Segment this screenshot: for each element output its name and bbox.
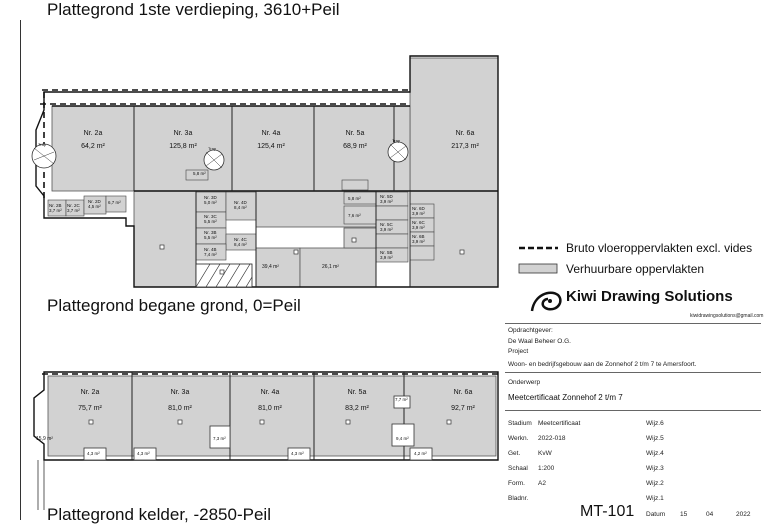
room-area: 8,4 m² [234, 205, 247, 210]
date-label: Datum [646, 511, 666, 518]
room-area: 3,9 m² [380, 255, 393, 260]
room-6c-label [412, 220, 425, 230]
area-label: 15,9 m² [36, 436, 53, 442]
unit-area: 125,4 m² [257, 143, 285, 150]
unit-name: Nr. 2a [83, 130, 103, 137]
unit-area: 92,7 m² [451, 405, 475, 412]
room-4b-label [204, 247, 217, 257]
unit-name: Nr. 6a [455, 130, 475, 137]
unit-area: 64,2 m² [81, 143, 105, 150]
room-name: Nr. 5C [380, 222, 393, 227]
tb-row-revision: Wijz.5 [646, 435, 664, 442]
date-month: 04 [706, 511, 714, 518]
area-label: 7,3 m² [213, 436, 226, 441]
unit-2a-label [68, 130, 118, 150]
tb-row-value: 1:200 [538, 465, 555, 472]
tb-row-revision: Wijz.3 [646, 465, 664, 472]
room-6b-label [412, 234, 425, 244]
tb-client: De Waal Beheer O.G. [508, 338, 571, 345]
room-area: 4,5 m² [88, 204, 101, 209]
room-area: 3,7 m² [67, 208, 80, 213]
unit-area: 217,3 m² [451, 143, 479, 150]
room-name: Nr. 2C [67, 203, 80, 208]
tb-row-value: KvW [538, 450, 552, 457]
area-label: 9,4 m² [396, 436, 409, 441]
unit-area: 68,9 m² [343, 143, 367, 150]
floor1-plan [0, 0, 520, 300]
tb-subject: Meetcertificaat Zonnehof 2 t/m 7 [508, 393, 623, 402]
tb-row-label: Get. [508, 450, 521, 457]
tb-row-revision: Wijz.1 [646, 495, 664, 502]
area-label: 4,2 m² [414, 451, 427, 456]
unit-name: Nr. 5a [345, 130, 365, 137]
ground-heading: Plattegrond begane grond, 0=Peil [47, 296, 301, 315]
area-label: 26,1 m² [322, 264, 339, 270]
room-5c-label [380, 222, 393, 232]
room-2c-label [67, 203, 80, 213]
tb-row-revision: Wijz.6 [646, 420, 664, 427]
area-label: 7,6 m² [348, 213, 361, 218]
unit-6a-fill [410, 58, 498, 191]
tb-row-revision: Wijz.4 [646, 450, 664, 457]
tb-row-revision: Wijz.2 [646, 480, 664, 487]
unit-3a-label [158, 130, 208, 150]
unit-area: 75,7 m² [78, 405, 102, 412]
room-name: Nr. 3D [204, 195, 217, 200]
room-area: 3,9 m² [380, 199, 393, 204]
tb-row-label: Form. [508, 480, 525, 487]
tb-row-value: A2 [538, 480, 546, 487]
unit-name: Nr. 3a [170, 389, 190, 396]
room-area: 3,7 m² [49, 208, 62, 213]
area-label: 4,3 m² [291, 451, 304, 456]
unit-name: Nr. 3a [173, 130, 193, 137]
unit-name: Nr. 6a [453, 389, 473, 396]
room-name: Nr. 4C [234, 237, 247, 242]
room-area: 3,9 m² [412, 239, 425, 244]
room-name: Nr. 4B [204, 247, 217, 252]
room-area: 3,9 m² [412, 211, 425, 216]
unit-area: 125,8 m² [169, 143, 197, 150]
unit-area: 81,0 m² [168, 405, 192, 412]
tb-row-label: Schaal [508, 465, 528, 472]
room-area: 5,5 m² [204, 235, 217, 240]
unit-name: Nr. 2a [80, 389, 100, 396]
room-name: Nr. 6C [412, 220, 425, 225]
area-label: 7,7 m² [395, 397, 408, 402]
room-area: 5,5 m² [204, 219, 217, 224]
basement-plan [0, 360, 520, 510]
room-2b-label [49, 203, 62, 213]
area-label: 5,8 m² [348, 196, 361, 201]
room-5d-label [380, 194, 393, 204]
area-label: 4,3 m² [87, 451, 100, 456]
stair-label: Trap [392, 138, 401, 143]
basement-unit-6a [438, 389, 488, 412]
brand-email: kiwidrawingsolutions@gmail.com [690, 313, 764, 319]
room-3b-label [204, 230, 217, 240]
area-label: 4,3 m² [137, 451, 150, 456]
tb-divider [505, 323, 761, 324]
area-label: 5,8 m² [193, 171, 206, 176]
room-name: Nr. 6B [412, 234, 425, 239]
sheet-number: MT-101 [580, 503, 635, 520]
tb-row-value: Meetcertificaat [538, 420, 581, 427]
tb-row-label: Bladnr. [508, 495, 529, 502]
room-area: 8,4 m² [234, 242, 247, 247]
tb-client-label: Opdrachtgever: [508, 327, 553, 334]
brand-name: Kiwi Drawing Solutions [566, 288, 733, 305]
legend-dashed-label: Bruto vloeroppervlakten excl. vides [566, 241, 753, 255]
room-3d-label [204, 195, 217, 205]
tb-row-label: Stadium [508, 420, 532, 427]
tb-subject-label: Onderwerp [508, 379, 541, 386]
tb-divider [505, 410, 761, 411]
basement-unit-2a [65, 389, 115, 412]
basement-unit-4a [245, 389, 295, 412]
area-label: 39,4 m² [262, 264, 279, 270]
room-4c-label [234, 237, 247, 247]
unit-4a-label [246, 130, 296, 150]
unit-5a-label [330, 130, 380, 150]
basement-unit-3a [155, 389, 205, 412]
area-label: 6,7 m² [108, 200, 121, 205]
unit-6a-label [440, 130, 490, 150]
room-name: Nr. 5B [380, 250, 393, 255]
stair-label: Trap [208, 146, 217, 151]
date-year: 2022 [736, 511, 751, 518]
basement-unit-5a [332, 389, 382, 412]
room-4d-label [234, 200, 247, 210]
room-name: Nr. 3B [204, 230, 217, 235]
unit-area: 81,0 m² [258, 405, 282, 412]
tb-row-value: 2022-018 [538, 435, 566, 442]
room-2d-label [88, 199, 101, 209]
unit-name: Nr. 4a [260, 389, 280, 396]
kiwi-logo-icon [528, 285, 564, 315]
room-area: 3,9 m² [412, 225, 425, 230]
legend-fill-label: Verhuurbare oppervlakten [566, 262, 705, 276]
room-area: 3,9 m² [380, 227, 393, 232]
basement-heading: Plattegrond kelder, -2850-Peil [47, 505, 271, 524]
tb-row-label: Werkn. [508, 435, 529, 442]
stair-label: Trap [38, 142, 47, 147]
room-name: Nr. 4D [234, 200, 247, 205]
room-name: Nr. 5D [380, 194, 393, 199]
room-name: Nr. 6D [412, 206, 425, 211]
room-name: Nr. 2D [88, 199, 101, 204]
room-name: Nr. 3C [204, 214, 217, 219]
unit-name: Nr. 5a [347, 389, 367, 396]
unit-area: 83,2 m² [345, 405, 369, 412]
room-6d-label [412, 206, 425, 216]
date-day: 15 [680, 511, 688, 518]
tb-project: Woon- en bedrijfsgebouw aan de Zonnehof 2 t/m 7 te Amersfoort. [508, 361, 697, 368]
unit-name: Nr. 4a [261, 130, 281, 137]
floor1-heading: Plattegrond 1ste verdieping, 3610+Peil [47, 0, 340, 19]
legend-swatches [518, 240, 560, 276]
tb-project-label: Project [508, 348, 529, 355]
room-area: 5,0 m² [204, 200, 217, 205]
room-area: 7,4 m² [204, 252, 217, 257]
room-3c-label [204, 214, 217, 224]
room-name: Nr. 2B [49, 203, 62, 208]
tb-divider [505, 372, 761, 373]
room-5b-label [380, 250, 393, 260]
